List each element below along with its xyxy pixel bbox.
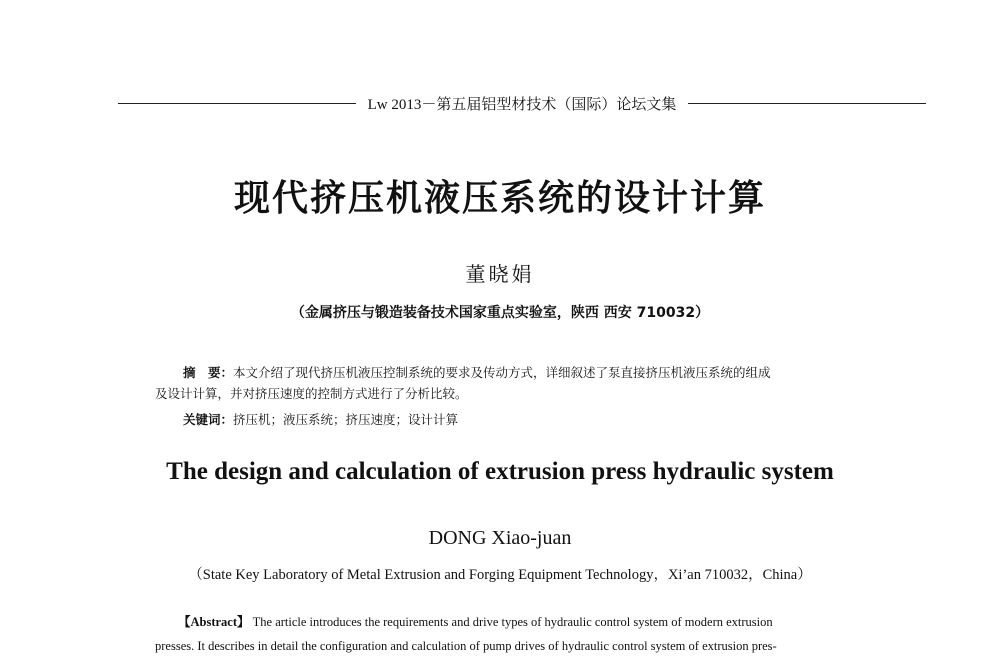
english-affiliation: （State Key Laboratory of Metal Extrusion and Forging Equipment Technology，Xi’an 710032，China） bbox=[188, 567, 812, 583]
english-abstract bbox=[155, 610, 897, 658]
chinese-title: 现代挤压机液压系统的设计计算 bbox=[233, 177, 766, 219]
english-author: DONG Xiao-juan bbox=[428, 527, 572, 549]
chinese-abstract-line-2: 及设计计算，并对挤压速度的控制方式进行了分析比较。 bbox=[155, 386, 468, 401]
chinese-keywords-text: 挤压机；液压系统；挤压速度；设计计算 bbox=[233, 412, 459, 427]
chinese-abstract bbox=[155, 362, 897, 404]
running-title: Lw 2013－第五届铝型材技术（国际）论坛文集 bbox=[367, 96, 677, 113]
header-rule-right bbox=[688, 103, 926, 104]
english-abstract-line-2: presses. It describes in detail the configuration and calculation of pump drives of hydraulic control system of extrusion pres- bbox=[155, 639, 777, 653]
english-abstract-line-1 bbox=[155, 610, 897, 634]
chinese-author: 董晓娟 bbox=[465, 262, 535, 286]
english-abstract-text-1: The article introduces the requirements and drive types of hydraulic control system of modern extrusion bbox=[249, 615, 773, 629]
chinese-abstract-label: 摘 要： bbox=[183, 365, 234, 380]
chinese-affiliation: （金属挤压与锻造装备技术国家重点实验室，陕西 西安 710032） bbox=[290, 305, 710, 321]
english-abstract-label: 【Abstract】 bbox=[178, 615, 250, 629]
english-title: The design and calculation of extrusion press hydraulic system bbox=[166, 458, 834, 485]
header-rule-left bbox=[118, 103, 356, 104]
chinese-keywords bbox=[183, 410, 458, 428]
chinese-abstract-text-1: 本文介绍了现代挤压机液压控制系统的要求及传动方式，详细叙述了泵直接挤压机液压系统的组成 bbox=[233, 365, 771, 380]
chinese-keywords-label: 关键词： bbox=[183, 412, 234, 427]
running-header bbox=[118, 90, 926, 116]
chinese-abstract-line-1 bbox=[155, 362, 897, 383]
